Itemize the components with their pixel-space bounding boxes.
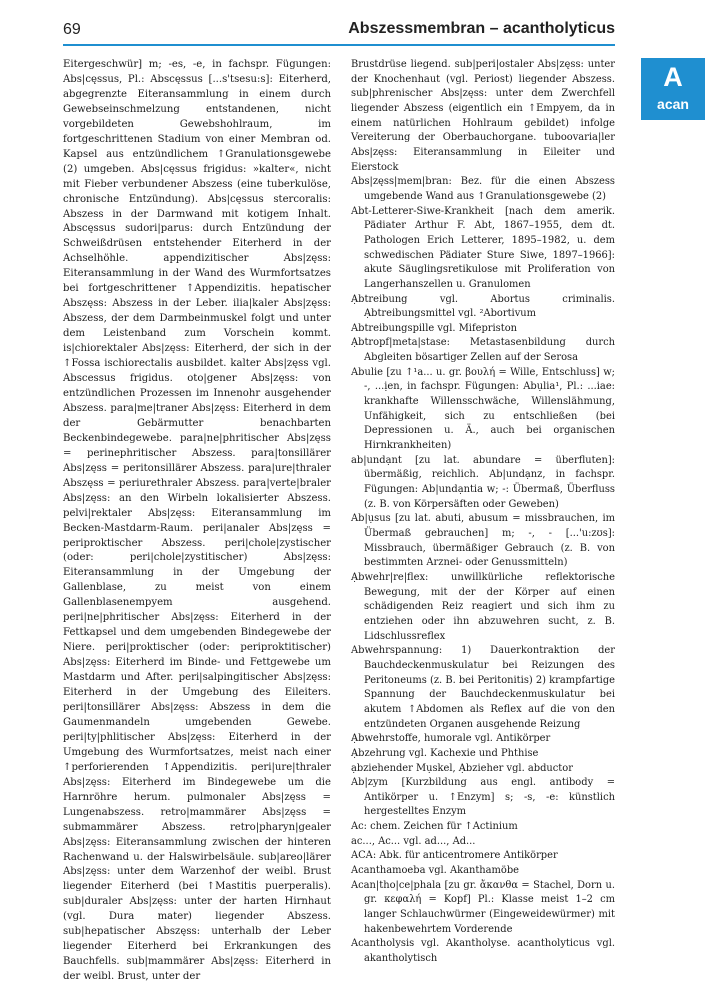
running-head: Abszessmembran – acantholyticus: [348, 20, 615, 37]
dictionary-entry-text: Eitergeschwür] m; -es, -e, in fachspr. Fügungen: Abs|cęssus, Pl.: Abscęssus [...s'tsesu:s]: Eiterherd, abgegrenzte Eiteransammlung in einem durch Gewebseinschmelzung entstandenen, nicht vorgebildeten Gewebshohlraum, im fortgeschrittenen Stadium von einer Membran od. Kapsel aus entzündlichem ↑Granulationsgewebe (2) umgeben. Abs|cęssus frigidus: »kalter«, nicht mit Fieber verbundener Abszess (eine tuberkulöse, chronische Entzündung). Abs|cęssus stercoralis: Abszess in der Darmwand mit kotigem Inhalt. Abscęssus sudori|parus: durch Entzündung der Schweißdrüsen entstehender Eiterherd in der Achselhöhle. appendizitischer Abs|zęss: Eiteransammlung in der Wand des Wurmfortsatzes bei fortgeschrittener ↑Appendizitis. hepatischer Abszęss: Abszess in der Leber. ilia|kaler Abs|zęss: Abszess, der dem Darmbeinmuskel folgt und unter dem Leistenband zum Vorschein kommt. is|chiorektaler Abs|zęss: Eiterherd, der sich in der ↑Fossa ischiorectalis ausbildet. kalter Abs|zęss vgl. Abscessus frigidus. oto|gener Abs|zęss: von entzündlichen Prozessen im Innenohr ausgehender Abszess. para|me|traner Abs|zęss: Eiterherd in dem der Gebärmutter benachbarten Beckenbindegewebe. para|ne|phritischer Abs|zęss = perinephritischer Abszess. para|tonsillärer Abs|zęss = peritonsillärer Abszess. para|ure|thraler Abszęss = periurethraler Abszess. para|verte|braler Abs|zęss: an den Wirbeln lokalisierter Abszess. pelvi|rektaler Abs|zęss: Eiteransammlung im Becken-Mastdarm-Raum. peri|analer Abs|zęss = periproktischer Abszess. peri|chole|zystischer (oder: peri|chole|zystitischer) Abs|zęss: Eiteransammlung in der Umgebung der Gallenblase, zu meist von einem Gallenblasenempyem ausgehend. peri|ne|phritischer Abs|zęss: Eiterherd in der Fettkapsel und dem umgebenden Bindegewebe der Niere. peri|proktischer (oder: periproktitischer) Abs|zęss: Eiterherd im Binde- und Fettgewebe um Mastdarm und After. peri|salpingitischer Abs|zęss: Eiterherd in der Umgebung des Eileiters. peri|tonsillärer Abs|zęss: Abszess in dem die Gaumenmandeln umgebenden Gewebe. peri|ty|phlitischer Abs|zęss: Eiterherd in der Umgebung des Wurmfortsatzes, meist nach einer ↑perforierenden ↑Appendizitis. peri|ure|thraler Abs|zęss: Eiterherd im Bindegewebe um die Harnröhre herum. pulmonaler Abs|zęss = Lungenabszess. retro|mammärer Abs|zęss = submammärer Abszess. retro|pharyn|gealer Abs|zęss: Eiteransammlung zwischen der hinteren Rachenwand u. der Halswirbelsäule. sub|areo|lärer Abs|zęss: unter dem Warzenhof der weibl. Brust liegender Eiterherd (bei ↑Mastitis puerperalis). sub|duraler Abs|zęss: unter der harten Hirnhaut (vgl. Dura mater) liegender Abszess. sub|hepatischer Abszęss: unterhalb der Leber liegender Eiterherd bei Erkrankungen des Bauchfells. sub|mammärer Abs|zęss: Eiterherd in der weibl. Brust, unter der: [63, 59, 331, 983]
dictionary-entry: Abulie [zu ↑¹a... u. gr. βουλή = Wille, Entschluss] w; -, ...ịen, in fachspr. Fügungen: Abụlia¹, Pl.: ...iae: krankhafte Willensschwäche, Willenslähmung, Unfähigkeit, sich zu entschließen (bei Depressionen u. Ä., auch bei organischen Hirnkrankheiten): [351, 366, 615, 452]
page-header: [63, 20, 615, 42]
dictionary-entry: ab|undạnt [zu lat. abundare = überfluten]: übermäßig, reichlich. Ab|undạnz, in fachspr. Fügungen: Ab|undạntia w; -: Übermaß, Überfluss (z. B. von Körpersäften oder Geweben): [351, 454, 615, 510]
dictionary-entry: Ab|ụsus [zu lat. abuti, abusum = missbrauchen, im Übermaß gebrauchen] m; -, - [...'u:zʊs]: Missbrauch, übermäßiger Gebrauch (z. B. von bestimmten Arznei- oder Genussmitteln): [351, 513, 615, 569]
dictionary-entry: Acan|tho|ce|phala [zu gr. ἄκανθα = Stachel, Dorn u. gr. κεφαλή = Kopf] Pl.: Klasse meist 1–2 cm langer Schlauchwürmer (Eingeweidewürmer) mit hakenbewehrtem Vorderende: [351, 879, 615, 935]
dictionary-entry-text: Brustdrüse liegend. sub|peri|ostaler Abs|zęss: unter der Knochenhaut (vgl. Periost) liegender Abszess. sub|phrenischer Abs|zęss: unter dem Zwerchfell liegender Abszess (eigentlich ein ↑Empyem, da in einem natürlichen Hohlraum gebildet) infolge Vereiterung der Oberbauchorgane. tuboovaria|ler Abs|zęss: Eiteransammlung in Eileiter und Eierstock: [351, 59, 615, 173]
dictionary-entry: Acanthamoeba vgl. Akanthamöbe: [351, 865, 520, 877]
dictionary-entry: Abwehrspannung: 1) Dauerkontraktion der Bauchdeckenmuskulatur bei Reizungen des Peritoneums (z. B. bei Peritonitis) 2) krampfartige Spannung der Bauchdeckenmuskulatur bei akutem ↑Abdomen als Reflex auf die von den entzündeten Organen ausgehende Reizung: [351, 645, 615, 730]
dictionary-entry: Ạbwehr|re|flex: unwillkürliche reflektorische Bewegung, mit der der Körper auf einen schädigenden Reiz reagiert und sich ihm zu entziehen oder ihn abzuwehren sucht, z. B. Lidschlussreflex: [351, 571, 615, 642]
dictionary-entry: Ạbtropf|meta|stase: Metastasenbildung durch Abgleiten bösartiger Zellen auf der Serosa: [351, 337, 615, 364]
dictionary-entry: Acantholysis vgl. Akantholyse. acantholyticus vgl. akantholytisch: [351, 938, 615, 965]
dictionary-entry: ạbziehender Mụskel, Ạbzieher vgl. abductor: [351, 762, 573, 774]
dictionary-entry: ac..., Ac... vgl. ad..., Ad...: [351, 835, 476, 847]
left-column: [63, 58, 331, 985]
header-rule: [63, 44, 615, 46]
right-column: [351, 58, 615, 967]
dictionary-entry: Ac: chem. Zeichen für ↑Actinium: [351, 821, 518, 833]
dictionary-entry: Abt-Letterer-Siwe-Krankheit [nach dem amerik. Pädiater Arthur F. Abt, 1867–1955, dem dt. Pathologen Erich Letterer, 1895–1982, u. dem schwedischen Pädiater Sture Siwe, 1897–1966]: akute Säuglingsretikulose mit Proliferation von Langerhanszellen u. Granulomen: [351, 205, 615, 290]
dictionary-entry: ACA: Abk. für anticentromere Antikörper: [351, 850, 558, 862]
dictionary-entry: Abtreibungspille vgl. Mifepriston: [351, 322, 517, 334]
thumb-index-letter: A: [663, 62, 683, 92]
dictionary-entry: Ab|zym [Kurzbildung aus engl. antibody = Antikörper u. ↑Enzym] s; -s, -e: künstlich hergestelltes Enzym: [351, 777, 615, 818]
dictionary-entry: Abs|zęss|mem|bran: Bez. für die einen Abszess umgebende Wand aus ↑Granulationsgewebe (2): [351, 176, 615, 202]
thumb-index-tab: [641, 58, 705, 120]
dictionary-entry: Ạbtreibung vgl. Abortus criminalis. Ạbtreibungsmittel vgl. ²Abortivum: [351, 293, 615, 320]
thumb-index-word: acan: [657, 96, 689, 112]
dictionary-entry: Ạbwehrstoffe, humorale vgl. Antikörper: [351, 733, 551, 745]
page-number: 69: [63, 21, 81, 38]
dictionary-entry: Ạbzehrung vgl. Kachexie und Phthise: [351, 747, 539, 759]
